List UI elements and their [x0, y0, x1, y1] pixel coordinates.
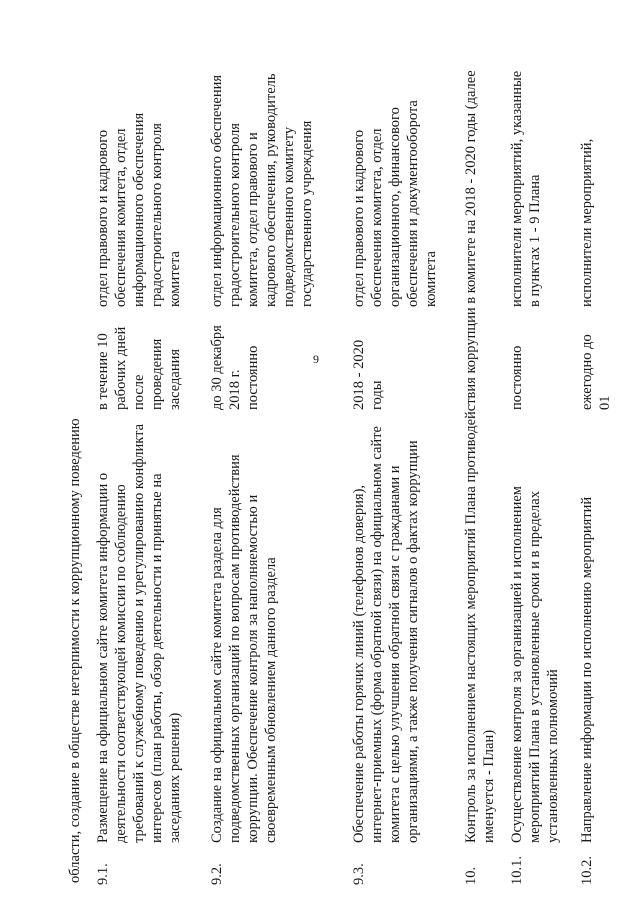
responsible-text: отдел правового и кадрового обеспечения комитета, отдел информационного обеспечения градостроительного контроля комитета: [95, 112, 183, 307]
responsible-text: отдел информационного обеспечения градостроительного контроля комитета, отдел правового и кадрового обеспечения, руководитель подведомственного комитету государственного учреждения: [209, 73, 315, 307]
responsible-text: исполнители мероприятий,: [579, 138, 595, 307]
responsible-text: исполнители мероприятий, указанные в пунктах 1 - 9 Плана: [509, 70, 543, 307]
intro-text: области, создание в обществе нетерпимости к коррупционному поведению: [67, 418, 83, 883]
deadline-text: в течение 10 рабочих дней после проведения заседания: [95, 326, 183, 410]
rotated-table: [60, 0, 640, 905]
measure-text: Осуществление контроля за организацией и исполнением мероприятий Плана в установленные сроки и в пределах установленных полномочий: [509, 486, 561, 843]
deadline-text: ежегодно до 01: [579, 334, 613, 410]
row-number: 10.2.: [579, 856, 595, 885]
measure-text: Создание на официальном сайте комитета раздела для подведомственных организаций по вопросам противодействия коррупции. Обеспечение контроля за наполняемостью и своевременным обновлением данного раздела: [209, 454, 279, 843]
measure-text: Направление информации по исполнению мероприятий: [579, 496, 595, 843]
responsible-text: отдел правового и кадрового обеспечения комитета, отдел организационного, финансового обеспечения и документооборота комитета: [351, 100, 439, 307]
measure-text: Размещение на официальном сайте комитета информации о деятельности соответствующей комиссии по соблюдению требований к служебному поведению и урегулированию конфликта интересов (план работы, обзор деятельности и принятые на заседаниях решения): [95, 423, 183, 843]
deadline-text: до 30 декабря 2018 г. постоянно: [209, 325, 261, 410]
section-number: 10.: [463, 866, 479, 885]
row-number: 9.1.: [95, 863, 111, 885]
measure-text: Обеспечение работы горячих линий (телефонов доверия), интернет-приемных (форма обратной связи) на официальном сайте комитета с целью улучшения обратной связи с гражданами и организациями, а также получения сигналов о фактах коррупции: [351, 426, 421, 843]
row-number: 9.2.: [209, 863, 225, 885]
section-title: Контроль за исполнением настоящих мероприятий Плана противодействия коррупции в комитете на 2018 - 2020 годы (далее именуется - План): [463, 70, 497, 843]
page-number: 9: [313, 352, 319, 366]
deadline-text: постоянно: [509, 345, 525, 410]
row-number: 10.1.: [509, 856, 525, 885]
row-number: 9.3.: [351, 863, 367, 885]
deadline-text: 2018 - 2020 годы: [351, 339, 385, 410]
